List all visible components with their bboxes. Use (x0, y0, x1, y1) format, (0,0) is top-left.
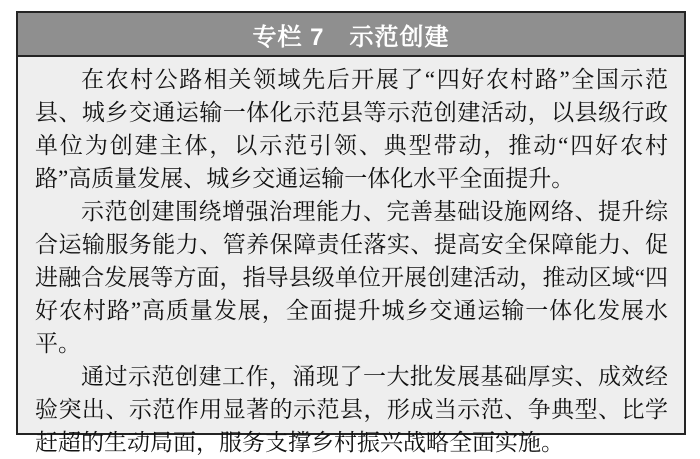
panel-header (18, 13, 684, 57)
paragraph-1: 在农村公路相关领域先后开展了“四好农村路”全国示范县、城乡交通运输一体化示范县等示范创建活动，以县级行政单位为创建主体，以示范引领、典型带动，推动“四好农村路”高质量发展、城乡交通运输一体化水平全面提升。 (35, 67, 668, 191)
paragraph-3: 通过示范创建工作，涌现了一大批发展基础厚实、成效经验突出、示范作用显著的示范县，形成当示范、争典型、比学赶超的生动局面，服务支撑乡村振兴战略全面实施。 (35, 364, 668, 455)
panel-title: 专栏 7 示范创建 (252, 23, 450, 51)
column-panel (16, 11, 686, 455)
paragraph-2: 示范创建围绕增强治理能力、完善基础设施网络、提升综合运输服务能力、管养保障责任落实、提高安全保障能力、促进融合发展等方面，指导县级单位开展创建活动，推动区域“四好农村路”高质量发展，全面提升城乡交通运输一体化发展水平。 (35, 199, 668, 356)
panel-body (18, 57, 684, 459)
